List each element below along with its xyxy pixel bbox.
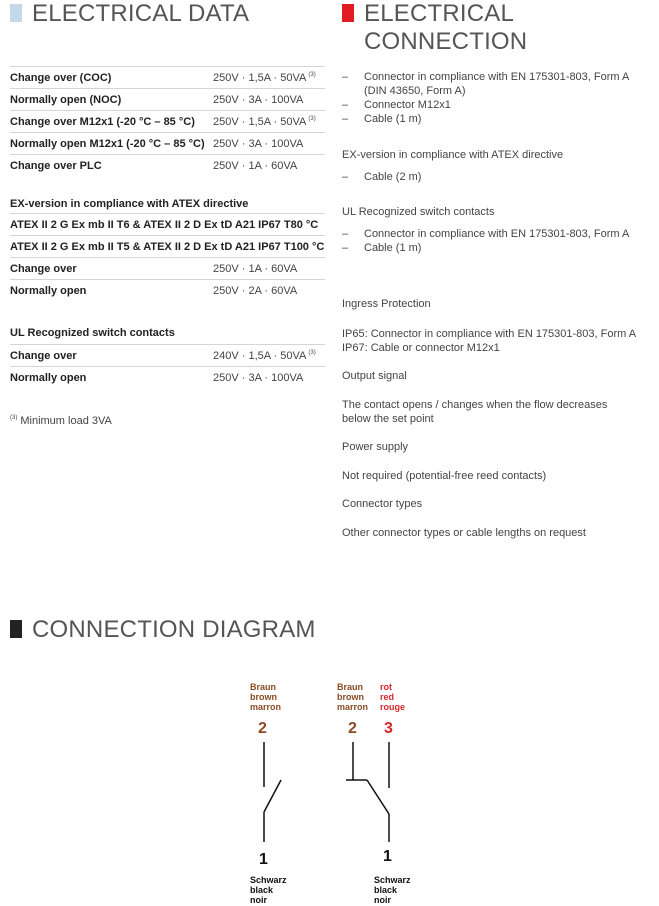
table-row <box>10 154 325 176</box>
row-label: Normally open M12x1 (-20 °C – 85 °C) <box>10 137 205 150</box>
row-label: Normally open <box>10 371 87 384</box>
row-value: 250V · 1,5A · 50VA $^{(3)}$ <box>213 115 316 128</box>
ingress-heading: Ingress Protection <box>342 298 431 310</box>
row-value: 250V · 2A · 60VA <box>213 284 298 297</box>
table-row <box>10 366 325 388</box>
table-row <box>10 344 325 366</box>
row-label: Normally open <box>10 284 87 297</box>
wire-label-black: Schwarz black noir <box>374 875 411 905</box>
ex-version-heading: EX-version in compliance with ATEX directive <box>10 198 249 210</box>
ul-connection-list <box>342 227 647 255</box>
table-row <box>10 279 325 301</box>
ul-connection-heading: UL Recognized switch contacts <box>342 206 495 218</box>
row-value: 250V · 3A · 100VA <box>213 93 304 106</box>
row-value: 250V · 1A · 60VA <box>213 262 298 275</box>
connection-list <box>342 70 647 126</box>
wire-label-black: Schwarz black noir <box>250 875 287 905</box>
right-switch-lever <box>367 780 389 814</box>
table-row <box>10 66 325 88</box>
table-row <box>10 132 325 154</box>
list-item: – Cable (2 m) <box>342 171 422 183</box>
electrical-connection-heading <box>342 0 527 56</box>
table-row <box>10 213 325 235</box>
table-row <box>10 110 325 132</box>
row-value: 250V · 1A · 60VA <box>213 159 298 172</box>
list-item: – Connector in compliance with EN 175301-803, Form A (DIN 43650, Form A) <box>342 71 629 97</box>
row-label: Change over (COC) <box>10 71 112 84</box>
ul-table <box>10 344 325 388</box>
row-label: Normally open (NOC) <box>10 93 122 106</box>
ingress-text: IP65: Connector in compliance with EN 175301-803, Form A IP67: Cable or connector M12x1 <box>342 328 637 354</box>
list-item: – Cable (1 m) <box>342 113 422 125</box>
power-text: Not required (potential-free reed contacts) <box>342 470 547 482</box>
row-label: ATEX II 2 G Ex mb II T6 & ATEX II 2 D Ex tD A21 IP67 T80 °C <box>10 218 319 231</box>
table-row <box>10 235 325 257</box>
list-item: – Cable (1 m) <box>342 242 422 254</box>
row-label: Change over <box>10 349 77 362</box>
switch-symbols <box>0 670 659 906</box>
connector-types-text: Other connector types or cable lengths on request <box>342 527 586 539</box>
row-label: Change over M12x1 (-20 °C – 85 °C) <box>10 115 195 128</box>
row-label: Change over PLC <box>10 159 102 172</box>
output-heading: Output signal <box>342 370 407 382</box>
ex-connection-heading: EX-version in compliance with ATEX directive <box>342 149 564 161</box>
connector-types-heading: Connector types <box>342 498 423 510</box>
row-value: 250V · 1,5A · 50VA $^{(3)}$ <box>213 71 316 84</box>
output-text: The contact opens / changes when the flow decreases below the set point <box>342 399 608 425</box>
electrical-data-title: ELECTRICAL DATA <box>32 0 250 27</box>
row-value: 240V · 1,5A · 50VA $^{(3)}$ <box>213 349 316 362</box>
electrical-data-table <box>10 66 325 176</box>
pin-2-label: 2 <box>348 720 357 737</box>
table-row <box>10 257 325 279</box>
ul-heading: UL Recognized switch contacts <box>10 327 175 339</box>
wire-label-red: rot red rouge <box>380 682 406 712</box>
power-heading: Power supply <box>342 441 409 453</box>
table-row <box>10 88 325 110</box>
pin-1-label: 1 <box>259 851 268 868</box>
pin-2-label: 2 <box>258 720 267 737</box>
pin-1-label: 1 <box>383 848 392 865</box>
connection-diagram-heading <box>10 616 316 644</box>
pin-3-label: 3 <box>384 720 393 737</box>
row-value: 250V · 3A · 100VA <box>213 371 304 384</box>
section-marker-dark <box>10 620 22 638</box>
list-item: – Connector in compliance with EN 175301-803, Form A <box>342 228 630 240</box>
footnote: $^{(3)}$ Minimum load 3VA <box>10 415 112 427</box>
wire-label-brown: Braun brown marron <box>250 682 282 712</box>
wire-label-brown: Braun brown marron <box>337 682 369 712</box>
ex-version-table <box>10 213 325 301</box>
section-marker-red <box>342 4 354 22</box>
electrical-connection-title: ELECTRICAL CONNECTION <box>364 0 528 55</box>
row-value: 250V · 3A · 100VA <box>213 137 304 150</box>
row-label: Change over <box>10 262 77 275</box>
electrical-data-heading <box>10 0 249 28</box>
ex-connection-list <box>342 170 647 184</box>
list-item: – Connector M12x1 <box>342 99 451 111</box>
connection-diagram <box>0 670 659 906</box>
row-label: ATEX II 2 G Ex mb II T5 & ATEX II 2 D Ex tD A21 IP67 T100 °C <box>10 240 325 253</box>
section-marker-blue <box>10 4 22 22</box>
left-switch-contact <box>264 780 281 812</box>
connection-diagram-title: CONNECTION DIAGRAM <box>32 616 316 643</box>
